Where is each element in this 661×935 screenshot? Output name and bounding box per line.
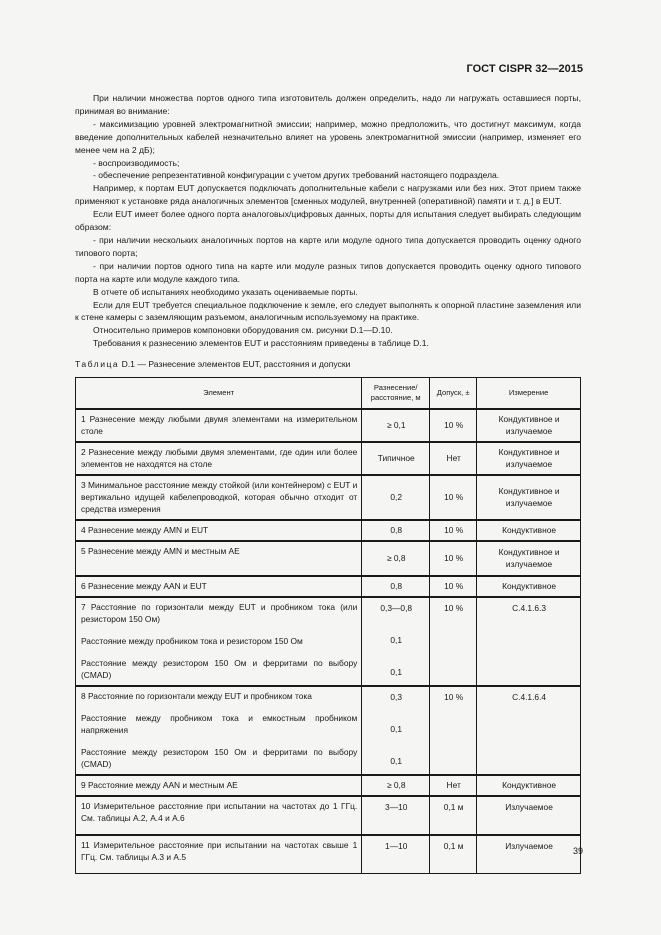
cell-tolerance: 10 % bbox=[430, 576, 477, 597]
paragraph: - при наличии портов одного типа на карте или модуле разных типов допускается проводить оценку одного типового порта на карте или модуле каждого типа. bbox=[75, 260, 581, 284]
paragraph: - при наличии нескольких аналогичных портов на карте или модуле одного типа допускается проводить оценку одного типового порта; bbox=[75, 234, 581, 258]
table-row bbox=[76, 409, 581, 442]
cell-tolerance: Нет bbox=[430, 775, 477, 796]
cell-tolerance: 10 % bbox=[430, 541, 477, 576]
paragraph: Например, к портам EUT допускается подключать дополнительные кабели с нагрузками или без них. Этот прием также применяют к установке ряда аналогичных элементов [сменных модулей, внутренней (оперативной) памяти и т. д.] в EUT. bbox=[75, 183, 581, 207]
cell-tolerance: 0,1 м bbox=[430, 796, 477, 835]
cell-tolerance: 0,1 м bbox=[430, 835, 477, 874]
cell-element: 9 Расстояние между AAN и местным AE bbox=[76, 775, 362, 796]
cell-tolerance: 10 % bbox=[430, 686, 477, 775]
row-sub-text: Расстояние между пробником тока и емкостным пробником напряжения bbox=[81, 713, 358, 735]
table-row bbox=[76, 686, 581, 775]
table-row bbox=[76, 520, 581, 541]
cell-element: 10 Измерительное расстояние при испытании на частотах до 1 ГГц. См. таблицы А.2, А.4 и А.6 bbox=[76, 796, 362, 835]
row-sub-text: Расстояние между пробником тока и резистором 150 Ом bbox=[81, 636, 303, 646]
paragraph: Если EUT имеет более одного порта аналоговых/цифровых данных, порты для испытания следует выбирать следующим образом: bbox=[75, 209, 581, 233]
table-row bbox=[76, 775, 581, 796]
table-caption bbox=[75, 359, 350, 369]
cell-separation: 3—10 bbox=[362, 796, 430, 835]
cell-measurement: Кондуктивное bbox=[477, 520, 581, 541]
cell-element: 4 Разнесение между AMN и EUT bbox=[76, 520, 362, 541]
cell-measurement: Излучаемое bbox=[477, 835, 581, 874]
page-number: 39 bbox=[572, 846, 583, 856]
cell-tolerance: 10 % bbox=[430, 597, 477, 686]
separation-sub: 0,1 bbox=[390, 635, 403, 645]
col-header-element: Элемент bbox=[76, 378, 362, 410]
cell-element: 6 Разнесение между AAN и EUT bbox=[76, 576, 362, 597]
cell-element: 1 Разнесение между любыми двумя элементами на измерительном столе bbox=[76, 409, 362, 442]
col-header-measurement: Измерение bbox=[477, 378, 581, 410]
spacing-table bbox=[75, 377, 581, 874]
col-header-separation: Разнесение/ расстояние, м bbox=[362, 378, 430, 410]
cell-separation: 0,2 bbox=[362, 475, 430, 520]
doc-header: ГОСТ CISPR 32—2015 bbox=[466, 63, 583, 75]
table-caption-prefix: Таблица bbox=[75, 359, 120, 369]
table-row bbox=[76, 475, 581, 520]
cell-measurement: Кондуктивное и излучаемое bbox=[477, 475, 581, 520]
separation-sub: 0,1 bbox=[390, 667, 403, 677]
table-row bbox=[76, 442, 581, 475]
row-main-text: 7 Расстояние по горизонтали между EUT и пробником тока (или резистором 150 Ом) bbox=[81, 602, 358, 624]
body-text bbox=[75, 92, 581, 350]
paragraph: В отчете об испытаниях необходимо указать оцениваемые порты. bbox=[93, 286, 358, 297]
cell-tolerance: 10 % bbox=[430, 475, 477, 520]
table-row bbox=[76, 796, 581, 835]
cell-separation: 0,8 bbox=[362, 576, 430, 597]
separation-sub: 0,1 bbox=[390, 756, 403, 766]
cell-measurement: C.4.1.6.4 bbox=[477, 686, 581, 775]
cell-separation: ≥ 0,1 bbox=[362, 409, 430, 442]
row-sub-text: Расстояние между резистором 150 Ом и ферритами по выбору (CMAD) bbox=[81, 658, 358, 680]
paragraph: - максимизацию уровней электромагнитной эмиссии; например, можно предположить, что достигнут максимум, когда введение дополнительных кабелей незначительно влияет на уровень электромагнитной эмиссии (например, изменяет его менее чем на 2 дБ); bbox=[75, 118, 581, 155]
cell-tolerance: 10 % bbox=[430, 520, 477, 541]
paragraph: При наличии множества портов одного типа изготовитель должен определить, надо ли нагружать оставшиеся порты, принимая во внимание: bbox=[75, 93, 581, 116]
cell-element bbox=[76, 597, 362, 686]
cell-tolerance: Нет bbox=[430, 442, 477, 475]
cell-element: 2 Разнесение между любыми двумя элементами, где один или более элементов не находятся на столе bbox=[76, 442, 362, 475]
separation-sub: 0,1 bbox=[390, 724, 403, 734]
table-row bbox=[76, 835, 581, 874]
cell-measurement: Кондуктивное и излучаемое bbox=[477, 541, 581, 576]
paragraph: Требования к разнесению элементов EUT и расстояниям приведены в таблице D.1. bbox=[93, 338, 429, 349]
paragraph: - воспроизводимость; bbox=[93, 157, 180, 168]
table-row bbox=[76, 576, 581, 597]
cell-separation bbox=[362, 686, 430, 775]
cell-measurement: Кондуктивное bbox=[477, 576, 581, 597]
table-caption-text: D.1 — Разнесение элементов EUT, расстояния и допуски bbox=[119, 359, 351, 369]
cell-element: 11 Измерительное расстояние при испытании на частотах свыше 1 ГГц. См. таблицы А.3 и А.5 bbox=[76, 835, 362, 874]
cell-measurement: Кондуктивное и излучаемое bbox=[477, 409, 581, 442]
table-header-row bbox=[76, 378, 581, 410]
cell-measurement: C.4.1.6.3 bbox=[477, 597, 581, 686]
cell-measurement: Кондуктивное bbox=[477, 775, 581, 796]
paragraph: - обеспечение репрезентативной конфигурации с учетом других требований настоящего подраздела. bbox=[93, 170, 500, 181]
table-row bbox=[76, 541, 581, 576]
paragraph: Относительно примеров компоновки оборудования см. рисунки D.1—D.10. bbox=[93, 325, 393, 336]
paragraph: Если для EUT требуется специальное подключение к земле, его следует выполнять к опорной пластине заземления или к стене камеры с заземляющим разъемом, аналогичным используемому на практике. bbox=[75, 299, 581, 323]
cell-separation: Типичное bbox=[362, 442, 430, 475]
cell-separation bbox=[362, 597, 430, 686]
row-main-text: 8 Расстояние по горизонтали между EUT и пробником тока bbox=[81, 691, 312, 701]
col-header-tolerance: Допуск, ± bbox=[430, 378, 477, 410]
cell-measurement: Кондуктивное и излучаемое bbox=[477, 442, 581, 475]
row-sub-text: Расстояние между резистором 150 Ом и ферритами по выбору (CMAD) bbox=[81, 747, 358, 769]
cell-measurement: Излучаемое bbox=[477, 796, 581, 835]
cell-tolerance: 10 % bbox=[430, 409, 477, 442]
cell-element: 3 Минимальное расстояние между стойкой (или контейнером) с EUT и вертикально идущей кабелепроводкой, которая обычно отходит от средства измерения bbox=[76, 475, 362, 520]
table-row bbox=[76, 597, 581, 686]
cell-separation: ≥ 0,8 bbox=[362, 775, 430, 796]
cell-separation: ≥ 0,8 bbox=[362, 541, 430, 576]
cell-separation: 0,8 bbox=[362, 520, 430, 541]
separation-main: 0,3—0,8 bbox=[380, 603, 413, 613]
cell-element: 5 Разнесение между AMN и местным AE bbox=[76, 541, 362, 576]
cell-element bbox=[76, 686, 362, 775]
cell-separation: 1—10 bbox=[362, 835, 430, 874]
separation-main: 0,3 bbox=[390, 692, 403, 702]
